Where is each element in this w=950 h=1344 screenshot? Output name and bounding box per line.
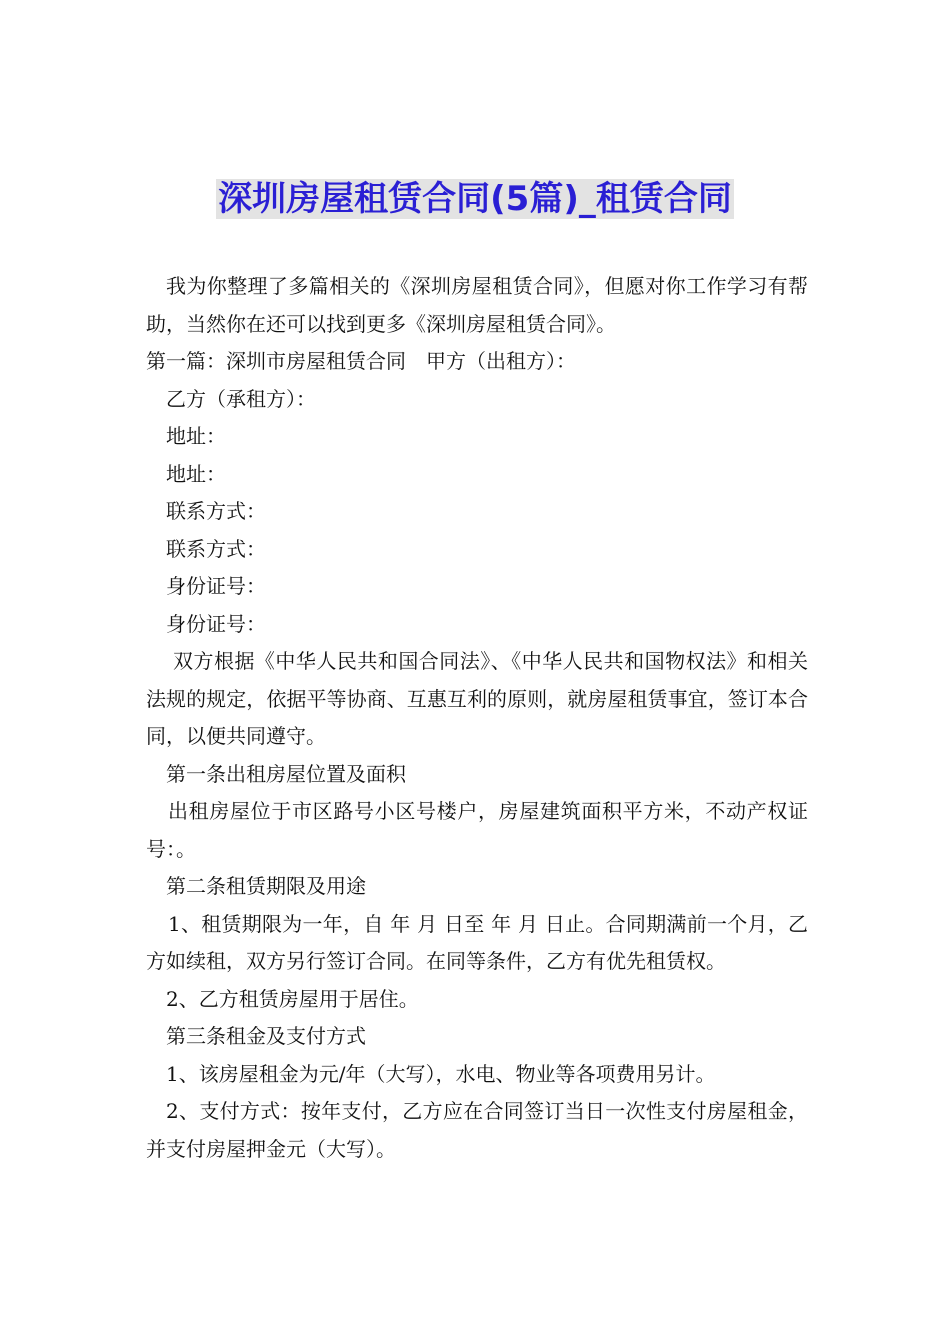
address-line: 地址：: [166, 424, 226, 448]
address-line: 地址：: [166, 461, 226, 486]
section-heading-first: 第一篇：深圳市房屋租赁合同 甲方（出租方）：: [146, 349, 576, 373]
id-number-line: 身份证号：: [166, 574, 266, 598]
id-number-line: 身份证号：: [166, 611, 266, 636]
article-paragraph: 1、该房屋租金为元/年（大写），水电、物业等各项费用另计。: [166, 1061, 716, 1086]
intro-paragraph: 我为你整理了多篇相关的《深圳房屋租赁合同》，但愿对你工作学习有帮助，当然你在还可以找到更多《深圳房屋租赁合同》。: [146, 274, 808, 336]
article-heading: 第三条租金及支付方式: [166, 1024, 366, 1048]
document-title-text: 深圳房屋租赁合同(5篇)_租赁合同: [218, 179, 732, 219]
article-paragraph: 2、乙方租赁房屋用于居住。: [166, 986, 419, 1011]
article-paragraph: 1、租赁期限为一年，自 年 月 日至 年 月 日止。合同期满前一个月，乙方如续租，双方另行签订合同。在同等条件，乙方有优先租赁权。: [146, 911, 808, 973]
article-heading: 第二条租赁期限及用途: [166, 874, 366, 898]
article-paragraph: 2、支付方式：按年支付，乙方应在合同签订当日一次性支付房屋租金，并支付房屋押金元（大写）。: [146, 1099, 808, 1161]
contact-line: 联系方式：: [166, 499, 266, 523]
contact-line: 联系方式：: [166, 536, 266, 561]
party-b-line: 乙方（承租方）：: [166, 386, 316, 411]
article-heading: 第一条出租房屋位置及面积: [166, 761, 406, 786]
document-title: [0, 176, 950, 222]
document-body: [146, 268, 808, 1168]
preamble-paragraph: 双方根据《中华人民共和国合同法》、《中华人民共和国物权法》和相关法规的规定，依据平等协商、互惠互利的原则，就房屋租赁事宜，签订本合同，以便共同遵守。: [146, 649, 808, 748]
article-paragraph: 出租房屋位于市区路号小区号楼户，房屋建筑面积平方米，不动产权证号：。: [146, 799, 808, 861]
